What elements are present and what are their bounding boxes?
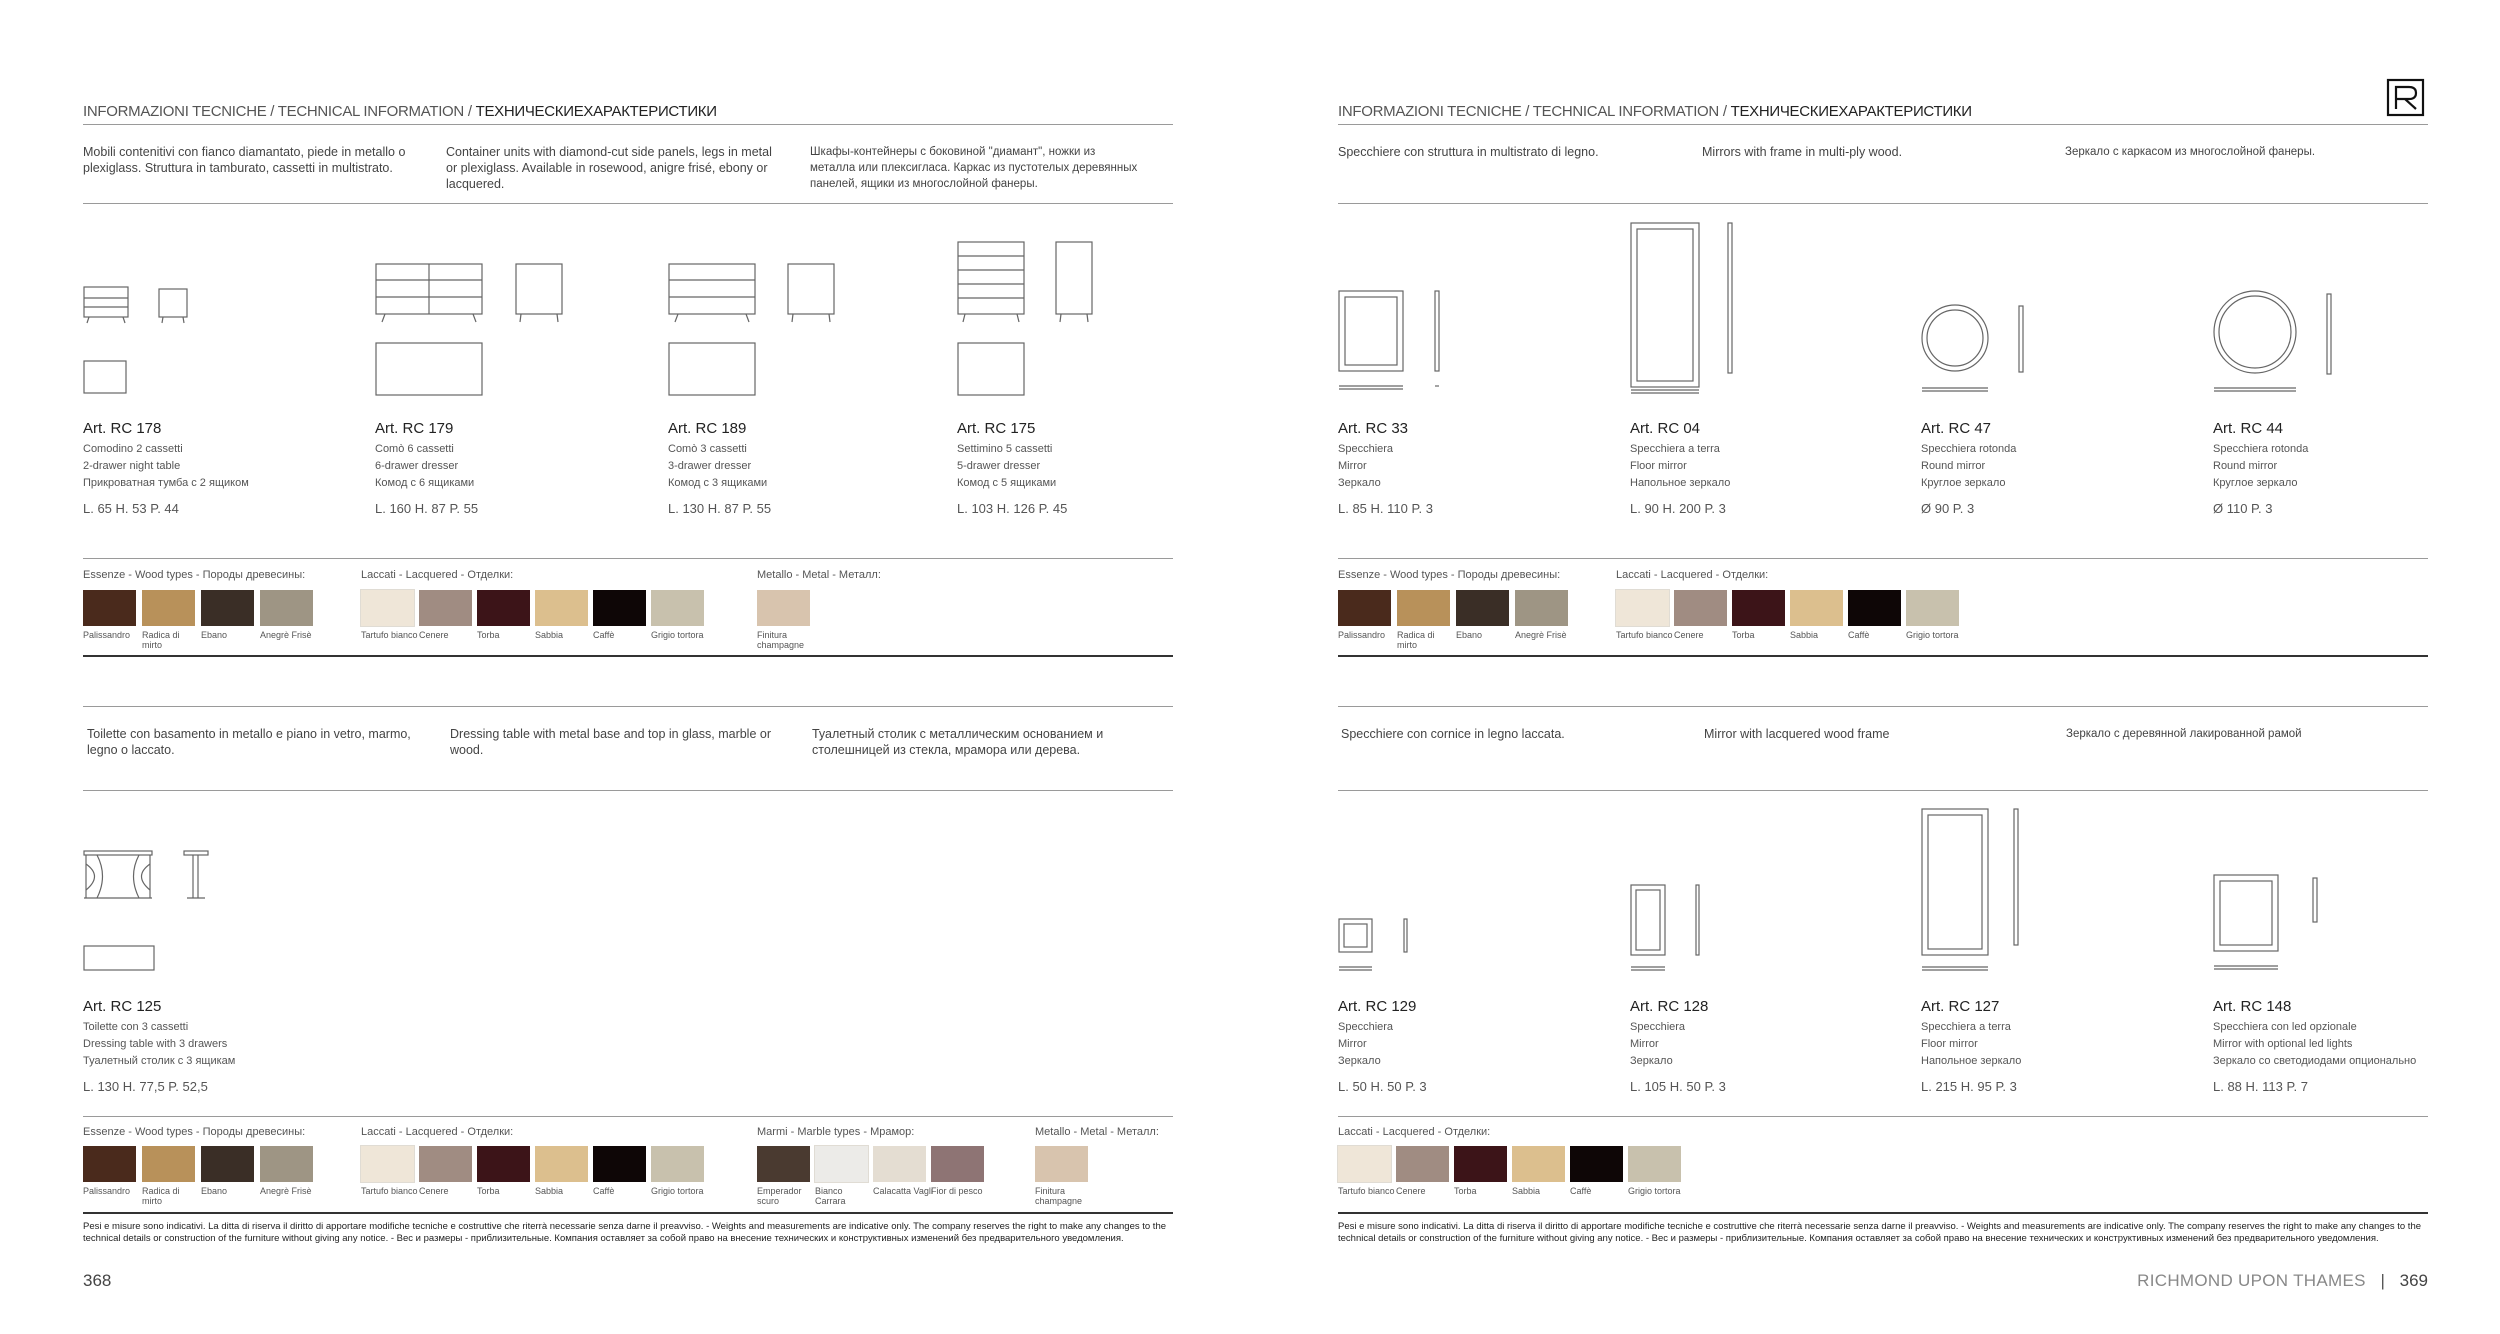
product-name-it: Specchiera a terra xyxy=(1630,443,1720,455)
mirror-rc04-drawing xyxy=(1630,222,1740,396)
wood-types-label: Essenze - Wood types - Породы древесины: xyxy=(1338,569,1561,581)
finish-swatch xyxy=(260,1146,313,1182)
finish-swatch-label: Tartufo bianco xyxy=(1616,630,1673,640)
finish-swatch xyxy=(757,590,810,626)
product-code: Art. RC 128 xyxy=(1630,998,1709,1015)
product-name-it: Comò 6 cassetti xyxy=(375,443,454,455)
product-name-ru: Напольное зеркало xyxy=(1630,477,1731,489)
finish-swatch xyxy=(1732,590,1785,626)
mirror-rc127-drawing xyxy=(1921,808,2021,974)
divider xyxy=(83,706,1173,707)
lacquered-label: Laccati - Lacquered - Отделки: xyxy=(361,1126,514,1138)
finish-swatch-label: Tartufo bianco xyxy=(361,1186,418,1196)
finish-swatch-label: Palissandro xyxy=(1338,630,1386,640)
dresser-5-side-drawing xyxy=(1055,240,1097,324)
nightstand-side-drawing xyxy=(158,288,194,324)
product-rc179 xyxy=(375,420,635,516)
finish-swatch-label: Finitura champagne xyxy=(1035,1186,1083,1206)
finish-swatch xyxy=(1616,590,1669,626)
finish-swatch xyxy=(873,1146,926,1182)
product-rc148 xyxy=(2213,998,2428,1094)
finish-swatch-label: Torba xyxy=(477,630,500,640)
product-name-ru: Зеркало xyxy=(1630,1055,1673,1067)
lacquered-label: Laccati - Lacquered - Отделки: xyxy=(1616,569,1769,581)
product-dimensions: L. 130 H. 87 P. 55 xyxy=(668,501,772,516)
product-code: Art. RC 179 xyxy=(375,420,454,437)
product-name-it: Settimino 5 cassetti xyxy=(957,443,1053,455)
page-header-left: INFORMAZIONI TECNICHE / TECHNICAL INFORMATION / ТЕХНИЧЕСКИЕХАРАКТЕРИСТИКИ xyxy=(83,103,717,120)
dresser-6-side-drawing xyxy=(515,262,567,324)
finish-swatch xyxy=(535,590,588,626)
finish-swatch-label: Anegrè Frisè xyxy=(260,1186,312,1196)
mirror-rc44-drawing xyxy=(2213,286,2333,396)
product-name-en: Mirror xyxy=(1630,1038,1659,1050)
dressing-table-top-drawing xyxy=(83,945,157,973)
finish-swatch-label: Palissandro xyxy=(83,630,131,640)
product-code: Art. RC 127 xyxy=(1921,998,2000,1015)
finish-swatch xyxy=(1396,1146,1449,1182)
finish-swatch-label: Caffè xyxy=(1848,630,1870,640)
finish-swatch xyxy=(361,590,414,626)
product-dimensions: L. 85 H. 110 P. 3 xyxy=(1338,501,1433,516)
product-rc175 xyxy=(957,420,1177,516)
nightstand-top-drawing xyxy=(83,360,129,396)
finish-swatch-label: Caffè xyxy=(593,1186,615,1196)
finish-swatch-label: Grigio tortora xyxy=(651,630,704,640)
product-name-en: Dressing table with 3 drawers xyxy=(83,1038,228,1050)
divider xyxy=(83,124,1173,125)
product-name-it: Specchiera con led opzionale xyxy=(2213,1021,2357,1033)
product-name-it: Specchiera a terra xyxy=(1921,1021,2011,1033)
finish-swatch xyxy=(1790,590,1843,626)
description-ru: Зеркало с деревянной лакированной рамой xyxy=(2066,728,2302,740)
description-en: Mirror with lacquered wood frame xyxy=(1704,727,1890,741)
dresser-6-top-drawing xyxy=(375,342,485,398)
finish-swatch xyxy=(1454,1146,1507,1182)
product-dimensions: Ø 90 P. 3 xyxy=(1921,501,1975,516)
finish-swatch-label: Cenere xyxy=(419,630,449,640)
product-name-ru: Комод с 5 ящиками xyxy=(957,477,1057,489)
lacquered-label: Laccati - Lacquered - Отделки: xyxy=(1338,1126,1491,1138)
finish-swatch xyxy=(477,1146,530,1182)
wood-types-label: Essenze - Wood types - Породы древесины: xyxy=(83,569,306,581)
product-dimensions: L. 130 H. 77,5 P. 52,5 xyxy=(83,1079,208,1094)
dresser-5-top-drawing xyxy=(957,342,1027,398)
product-code: Art. RC 125 xyxy=(83,998,162,1015)
divider xyxy=(1338,1116,2428,1117)
finish-swatch xyxy=(201,590,254,626)
finish-swatch xyxy=(1570,1146,1623,1182)
metal-label: Metallo - Metal - Металл: xyxy=(757,569,881,581)
dresser-3-top-drawing xyxy=(668,342,758,398)
finish-swatch-label: Calacatta Vagli xyxy=(873,1186,933,1196)
finish-swatch-label: Caffè xyxy=(1570,1186,1592,1196)
product-name-it: Comò 3 cassetti xyxy=(668,443,747,455)
product-rc129 xyxy=(1338,998,1598,1094)
divider xyxy=(83,203,1173,204)
divider xyxy=(83,655,1173,657)
description-en: Dressing table with metal base and top in glass, marble or wood. xyxy=(450,727,771,757)
finish-swatch-label: Ebano xyxy=(201,630,228,640)
finish-swatch-label: Grigio tortora xyxy=(651,1186,704,1196)
product-code: Art. RC 47 xyxy=(1921,420,1992,437)
product-dimensions: L. 65 H. 53 P. 44 xyxy=(83,501,179,516)
product-name-it: Specchiera xyxy=(1630,1021,1686,1033)
finish-swatch xyxy=(1628,1146,1681,1182)
product-code: Art. RC 189 xyxy=(668,420,747,437)
page-footer-right xyxy=(2137,1271,2428,1291)
finish-swatch xyxy=(535,1146,588,1182)
page-number-right: 369 xyxy=(2399,1271,2428,1290)
description-ru: Шкафы-контейнеры с боковиной "диамант", ножки из металла или плексигласа. Каркас из пустотелых деревянных панелей, ящики из многослойной фанеры. xyxy=(810,146,1138,190)
finish-swatch xyxy=(260,590,313,626)
finish-swatch-label: Cenere xyxy=(1396,1186,1426,1196)
finish-swatch-label: Finitura champagne xyxy=(757,630,805,650)
finish-swatch xyxy=(593,590,646,626)
finish-swatch-label: Emperador scuro xyxy=(757,1186,802,1206)
product-name-ru: Напольное зеркало xyxy=(1921,1055,2022,1067)
mirror-rc47-drawing xyxy=(1921,300,2031,396)
finish-swatch-label: Torba xyxy=(477,1186,500,1196)
product-code: Art. RC 178 xyxy=(83,420,162,437)
description-en: Container units with diamond-cut side panels, legs in metal or plexiglass. Available in rosewood, anigre frisé, ebony or lacquered. xyxy=(446,145,772,191)
wood-types-label: Essenze - Wood types - Породы древесины: xyxy=(83,1126,306,1138)
product-name-en: Mirror xyxy=(1338,460,1367,472)
product-rc47 xyxy=(1921,420,2181,516)
finish-swatch-label: Fior di pesco xyxy=(931,1186,983,1196)
divider xyxy=(83,1212,1173,1214)
product-name-en: Floor mirror xyxy=(1921,1038,1978,1050)
divider xyxy=(83,558,1173,559)
description-it: Toilette con basamento in metallo e piano in vetro, marmo, legno o laccato. xyxy=(87,727,411,757)
dresser-5-front-drawing xyxy=(957,240,1029,324)
product-name-it: Specchiera xyxy=(1338,1021,1394,1033)
description-it: Mobili contenitivi con fianco diamantato, piede in metallo o plexiglass. Struttura in tamburato, cassetti in multistrato. xyxy=(83,145,406,175)
finish-swatch xyxy=(1848,590,1901,626)
finish-swatch-label: Cenere xyxy=(419,1186,449,1196)
product-name-en: 3-drawer dresser xyxy=(668,460,752,472)
finish-swatch xyxy=(1035,1146,1088,1182)
dresser-3-side-drawing xyxy=(787,262,839,324)
product-name-ru: Зеркало со светодиодами опционально xyxy=(2213,1055,2417,1067)
product-rc04 xyxy=(1630,420,1890,516)
product-rc125 xyxy=(83,998,343,1094)
mirror-rc33-drawing xyxy=(1338,290,1448,396)
finish-swatch xyxy=(1338,1146,1391,1182)
product-dimensions: L. 88 H. 113 P. 7 xyxy=(2213,1079,2308,1094)
finish-swatch-label: Torba xyxy=(1732,630,1755,640)
product-code: Art. RC 175 xyxy=(957,420,1036,437)
product-dimensions: L. 103 H. 126 P. 45 xyxy=(957,501,1068,516)
finish-swatch-label: Sabbia xyxy=(1512,1186,1541,1196)
product-name-ru: Зеркало xyxy=(1338,477,1381,489)
lacquered-label: Laccati - Lacquered - Отделки: xyxy=(361,569,514,581)
mirror-rc148-drawing xyxy=(2213,874,2323,974)
mirror-rc129-drawing xyxy=(1338,918,1410,974)
product-rc127 xyxy=(1921,998,2181,1094)
finish-swatch-label: Ebano xyxy=(201,1186,228,1196)
divider xyxy=(1338,124,2428,125)
finish-swatch xyxy=(1906,590,1959,626)
product-name-it: Specchiera rotonda xyxy=(1921,443,2017,455)
product-name-ru: Туалетный столик с 3 ящикам xyxy=(83,1055,236,1067)
dressing-table-side-drawing xyxy=(183,850,213,902)
finish-swatch xyxy=(651,1146,704,1182)
finish-swatch-label: Ebano xyxy=(1456,630,1483,640)
product-code: Art. RC 04 xyxy=(1630,420,1701,437)
finish-swatch-label: Grigio tortora xyxy=(1906,630,1959,640)
finish-swatch-label: Tartufo bianco xyxy=(1338,1186,1395,1196)
finish-swatch-label: Radica di mirto xyxy=(142,1186,180,1206)
finish-swatch xyxy=(1456,590,1509,626)
finish-swatch-label: Radica di mirto xyxy=(1397,630,1435,650)
disclaimer-footnote: Pesi e misure sono indicativi. La ditta di riserva il diritto di apportare modifiche tecniche e costruttive che riterrà necessarie senza darne il preavviso. - Weights and measurements are indicative only. The company reserves the right to make any changes to the technical details or construction of the furniture without giving any notice. - Вес и размеры - приблизительные. Компания оставляет за собой право на внесение технических и конструктивных изменений без предварительного уведомления. xyxy=(83,1221,1167,1244)
separator: | xyxy=(2380,1271,2385,1290)
product-dimensions: L. 105 H. 50 P. 3 xyxy=(1630,1079,1726,1094)
finish-swatch xyxy=(142,1146,195,1182)
finish-swatch-label: Sabbia xyxy=(535,630,564,640)
finish-swatch xyxy=(757,1146,810,1182)
divider xyxy=(83,790,1173,791)
product-name-it: Specchiera xyxy=(1338,443,1394,455)
nightstand-drawing xyxy=(83,285,133,325)
divider xyxy=(1338,203,2428,204)
brand-name: RICHMOND UPON THAMES xyxy=(2137,1271,2366,1290)
finish-swatch xyxy=(477,590,530,626)
divider xyxy=(1338,558,2428,559)
product-rc128 xyxy=(1630,998,1890,1094)
finish-swatch xyxy=(931,1146,984,1182)
product-name-en: 6-drawer dresser xyxy=(375,460,459,472)
finish-swatch-label: Palissandro xyxy=(83,1186,131,1196)
product-name-en: Round mirror xyxy=(1921,460,1986,472)
divider xyxy=(83,1116,1173,1117)
finish-swatch-label: Anegrè Frisè xyxy=(260,630,312,640)
finish-swatch xyxy=(419,590,472,626)
disclaimer-footnote: Pesi e misure sono indicativi. La ditta di riserva il diritto di apportare modifiche tecniche e costruttive che riterrà necessarie senza darne il preavviso. - Weights and measurements are indicative only. The company reserves the right to make any changes to the technical details or construction of the furniture without giving any notice. - Вес и размеры - приблизительные. Компания оставляет за собой право на внесение технических и конструктивных изменений без предварительного уведомления. xyxy=(1338,1221,2422,1244)
finish-swatch xyxy=(651,590,704,626)
finish-swatch xyxy=(1397,590,1450,626)
dresser-6-front-drawing xyxy=(375,262,487,324)
product-name-ru: Зеркало xyxy=(1338,1055,1381,1067)
product-dimensions: L. 50 H. 50 P. 3 xyxy=(1338,1079,1427,1094)
finish-swatch xyxy=(361,1146,414,1182)
finish-swatch-label: Radica di mirto xyxy=(142,630,180,650)
finish-swatch-label: Grigio tortora xyxy=(1628,1186,1681,1196)
product-name-ru: Прикроватная тумба с 2 ящиком xyxy=(83,477,249,489)
product-name-en: 5-drawer dresser xyxy=(957,460,1041,472)
divider xyxy=(1338,655,2428,657)
product-rc33 xyxy=(1338,420,1598,516)
product-name-en: Mirror with optional led lights xyxy=(2213,1038,2353,1050)
product-name-en: Round mirror xyxy=(2213,460,2278,472)
product-name-it: Specchiera rotonda xyxy=(2213,443,2309,455)
product-name-en: Mirror xyxy=(1338,1038,1367,1050)
finish-swatch-label: Bianco Carrara xyxy=(815,1186,846,1206)
page-number-left: 368 xyxy=(83,1271,112,1290)
description-ru: Зеркало с каркасом из многослойной фанеры. xyxy=(2065,146,2316,158)
metal-label: Metallo - Metal - Металл: xyxy=(1035,1126,1159,1138)
finish-swatch xyxy=(593,1146,646,1182)
finish-swatch xyxy=(1338,590,1391,626)
marble-label: Marmi - Marble types - Мрамор: xyxy=(757,1126,915,1138)
product-dimensions: L. 160 H. 87 P. 55 xyxy=(375,501,479,516)
product-dimensions: L. 215 H. 95 P. 3 xyxy=(1921,1079,2017,1094)
product-name-it: Toilette con 3 cassetti xyxy=(83,1021,189,1033)
product-dimensions: Ø 110 P. 3 xyxy=(2213,501,2273,516)
product-code: Art. RC 148 xyxy=(2213,998,2292,1015)
mirror-rc128-drawing xyxy=(1630,884,1702,974)
finish-swatch xyxy=(1674,590,1727,626)
dressing-table-front-drawing xyxy=(83,850,155,902)
finish-swatch xyxy=(1515,590,1568,626)
product-rc178 xyxy=(83,420,343,516)
product-name-ru: Круглое зеркало xyxy=(1921,477,2006,489)
product-rc189 xyxy=(668,420,928,516)
finish-swatch-label: Torba xyxy=(1454,1186,1477,1196)
finish-swatch xyxy=(1512,1146,1565,1182)
product-name-it: Comodino 2 cassetti xyxy=(83,443,183,455)
product-rc44 xyxy=(2213,420,2428,516)
finish-swatch xyxy=(142,590,195,626)
finish-swatch-label: Sabbia xyxy=(1790,630,1819,640)
finish-swatch xyxy=(201,1146,254,1182)
finish-swatch xyxy=(419,1146,472,1182)
divider xyxy=(1338,790,2428,791)
product-name-en: Floor mirror xyxy=(1630,460,1687,472)
product-name-ru: Комод с 6 ящиками xyxy=(375,477,475,489)
finish-swatch-label: Sabbia xyxy=(535,1186,564,1196)
finish-swatch-label: Tartufo bianco xyxy=(361,630,418,640)
description-it: Specchiere con cornice in legno laccata. xyxy=(1341,727,1565,741)
page-header-right: INFORMAZIONI TECNICHE / TECHNICAL INFORMATION / ТЕХНИЧЕСКИЕХАРАКТЕРИСТИКИ xyxy=(1338,103,1972,120)
product-code: Art. RC 33 xyxy=(1338,420,1409,437)
divider xyxy=(1338,1212,2428,1214)
product-dimensions: L. 90 H. 200 P. 3 xyxy=(1630,501,1726,516)
description-it: Specchiere con struttura in multistrato di legno. xyxy=(1338,145,1599,159)
product-name-ru: Круглое зеркало xyxy=(2213,477,2298,489)
product-name-ru: Комод с 3 ящиками xyxy=(668,477,768,489)
product-code: Art. RC 129 xyxy=(1338,998,1417,1015)
finish-swatch-label: Caffè xyxy=(593,630,615,640)
brand-logo-icon xyxy=(2387,79,2427,119)
product-name-en: 2-drawer night table xyxy=(83,460,181,472)
dresser-3-front-drawing xyxy=(668,262,760,324)
finish-swatch-label: Cenere xyxy=(1674,630,1704,640)
description-en: Mirrors with frame in multi-ply wood. xyxy=(1702,145,1903,159)
finish-swatch xyxy=(83,590,136,626)
finish-swatch xyxy=(815,1146,868,1182)
divider xyxy=(1338,706,2428,707)
finish-swatch-label: Anegrè Frisè xyxy=(1515,630,1567,640)
product-code: Art. RC 44 xyxy=(2213,420,2284,437)
description-ru: Туалетный столик с металлическим основанием и столешницей из стекла, мрамора или дерева. xyxy=(812,727,1104,757)
finish-swatch xyxy=(83,1146,136,1182)
